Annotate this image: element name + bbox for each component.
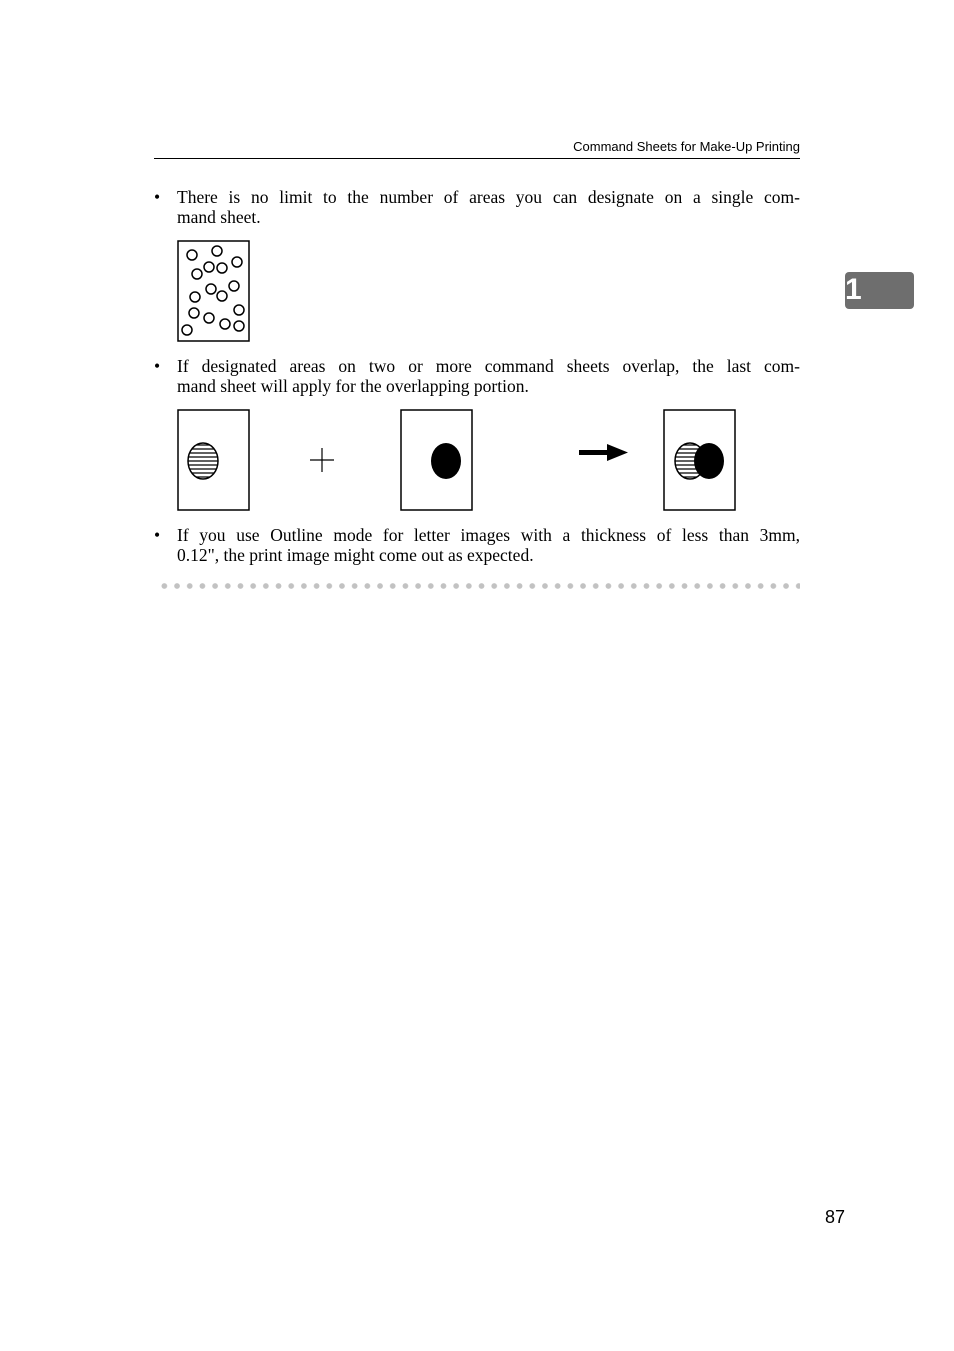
result-sheet — [664, 410, 735, 510]
many-areas-sheet-figure — [176, 239, 252, 343]
solid-area — [694, 443, 724, 479]
bullet-text — [177, 187, 800, 227]
overlap-figure — [170, 404, 745, 516]
bullet-line: If you use Outline mode for letter images with a thickness of less than 3mm, — [177, 525, 800, 545]
bullet-line: If designated areas on two or more command sheets overlap, the last com- — [177, 356, 800, 376]
chapter-number: 1 — [845, 273, 862, 306]
bullet-text — [177, 356, 800, 396]
bullet-marker: • — [154, 525, 161, 545]
page-number: 87 — [824, 1207, 845, 1227]
bullet-marker: • — [154, 187, 161, 207]
second-command-sheet — [401, 410, 472, 510]
bullet-line: There is no limit to the number of areas you can designate on a single com- — [177, 187, 800, 207]
chapter-tab — [845, 272, 914, 309]
solid-area — [431, 443, 461, 479]
bullet-line: mand sheet will apply for the overlapping portion. — [177, 376, 529, 396]
bullet-text — [177, 525, 800, 565]
running-header: Command Sheets for Make-Up Printing — [573, 139, 800, 154]
first-command-sheet — [178, 410, 249, 510]
bullet-line: 0.12", the print image might come out as expected. — [177, 545, 534, 565]
bullet-line: mand sheet. — [177, 207, 261, 227]
bullet-marker: • — [154, 356, 161, 376]
header-rule — [154, 158, 800, 159]
plus-icon — [310, 448, 334, 472]
arrow-right-icon — [579, 444, 628, 461]
section-end-dotted-rule — [158, 582, 800, 590]
